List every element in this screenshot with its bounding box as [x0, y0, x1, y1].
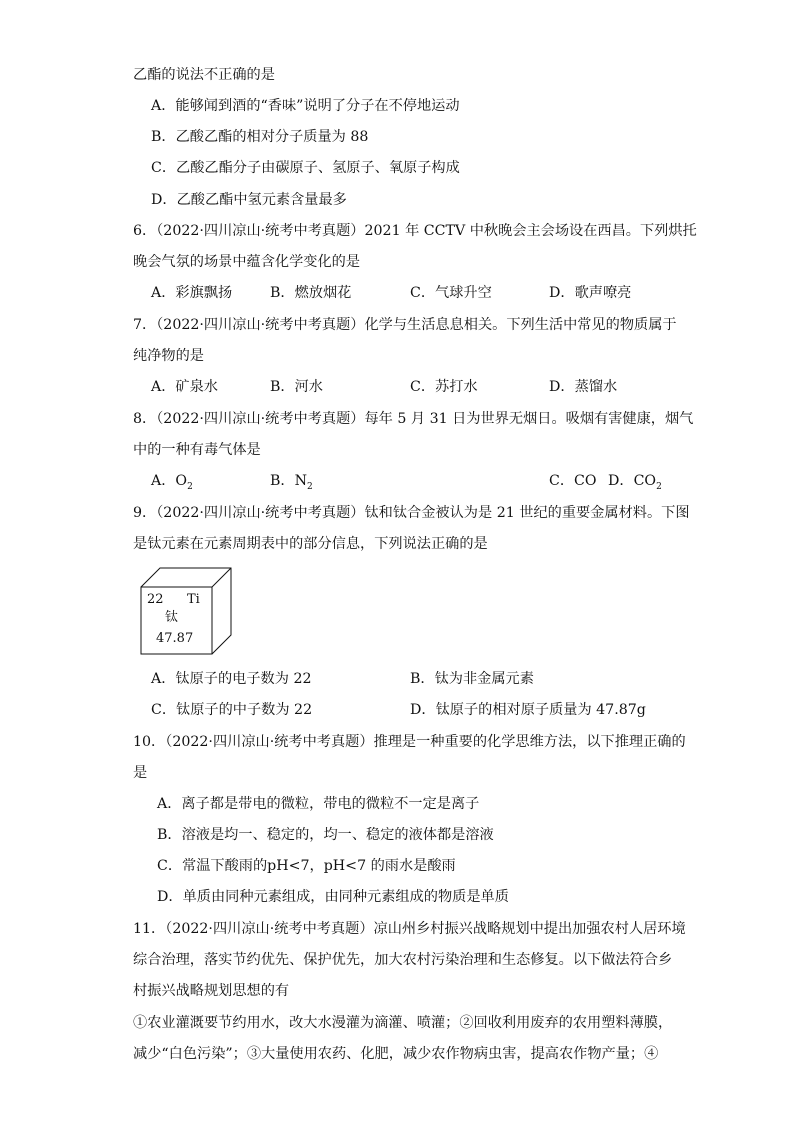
q8-option-b: B．$N_2$ [270, 473, 313, 492]
q11-stem-line1: 11．（2022·四川凉山·统考中考真题）凉山州乡村振兴战略规划中提出加强农村人居环境 [133, 921, 686, 937]
q11-stem-line5: 减少“白色污染”；③大量使用农药、化肥，减少农作物病虫害，提高农作物产量；④ [133, 1046, 659, 1062]
q8-option-c: C．CO [549, 473, 597, 489]
q6-option-d: D．歌声嘹亮 [549, 285, 632, 301]
q7-option-a: A．矿泉水 [151, 379, 218, 395]
q9-option-a: A．钛原子的电子数为 22 [151, 671, 312, 687]
q6-stem-line1: 6．（2022·四川凉山·统考中考真题）2021 年 CCTV 中秋晚会主会场设在西昌。下列烘托 [133, 223, 697, 239]
q7-option-d: D．蒸馏水 [549, 379, 618, 395]
q5-option-b: B．乙酸乙酯的相对分子质量为 88 [151, 129, 369, 145]
q7-stem-line1: 7．（2022·四川凉山·统考中考真题）化学与生活息息相关。下列生活中常见的物质属于 [133, 317, 677, 333]
q5-option-c: C．乙酸乙酯分子由碳原子、氢原子、氧原子构成 [151, 160, 460, 176]
q5-option-a: A．能够闻到酒的“香味”说明了分子在不停地运动 [151, 98, 460, 114]
q5-option-d: D．乙酸乙酯中氢元素含量最多 [151, 192, 347, 208]
q11-stem-line2: 综合治理，落实节约优先、保护优先，加大农村污染治理和生态修复。以下做法符合乡 [133, 952, 673, 968]
q7-option-b: B．河水 [270, 379, 323, 395]
element-name: 钛 [165, 610, 179, 625]
q10-option-c: C．常温下酸雨的pH<7，pH<7 的雨水是酸雨 [157, 858, 456, 874]
q10-option-d: D．单质由同种元素组成，由同种元素组成的物质是单质 [157, 889, 509, 905]
q6-option-c: C．气球升空 [410, 285, 492, 301]
q6-option-a: A．彩旗飘扬 [151, 285, 233, 301]
q8-option-d: D．$CO_2$ [608, 473, 662, 492]
q8-option-a: A．$O_2$ [151, 473, 193, 492]
q8-stem-line2: 中的一种有毒气体是 [133, 442, 261, 458]
q11-stem-line4: ①农业灌溉要节约用水，改大水漫灌为滴灌、喷灌；②回收利用废弃的农用塑料薄膜， [133, 1015, 673, 1031]
q10-stem-line2: 是 [133, 765, 148, 781]
q9-stem-line1: 9．（2022·四川凉山·统考中考真题）钛和钛合金被认为是 21 世纪的重要金属材料。下图 [133, 505, 690, 521]
q10-stem-line1: 10．（2022·四川凉山·统考中考真题）推理是一种重要的化学思维方法，以下推理正确的 [133, 734, 686, 750]
q6-stem-line2: 晚会气氛的场景中蕴含化学变化的是 [133, 254, 361, 270]
q5-stem-tail: 乙酯的说法不正确的是 [133, 67, 275, 83]
q7-option-c: C．苏打水 [410, 379, 478, 395]
element-atomic-mass: 47.87 [156, 631, 194, 646]
q9-stem-line2: 是钛元素在元素周期表中的部分信息，下列说法正确的是 [133, 536, 488, 552]
q10-option-b: B．溶液是均一、稳定的，均一、稳定的液体都是溶液 [157, 827, 494, 843]
q7-stem-line2: 纯净物的是 [133, 348, 204, 364]
q10-option-a: A．离子都是带电的微粒，带电的微粒不一定是离子 [157, 796, 480, 812]
titanium-element-cube [140, 567, 232, 655]
q9-option-d: D．钛原子的相对原子质量为 47.87g [410, 702, 646, 718]
q9-option-b: B．钛为非金属元素 [410, 671, 534, 687]
element-symbol: Ti [187, 592, 200, 607]
q11-stem-line3: 村振兴战略规划思想的有 [133, 983, 290, 999]
element-atomic-number: 22 [147, 592, 164, 607]
q9-option-c: C．钛原子的中子数为 22 [151, 702, 313, 718]
q6-option-b: B．燃放烟花 [270, 285, 352, 301]
q8-stem-line1: 8．（2022·四川凉山·统考中考真题）每年 5 月 31 日为世界无烟日。吸烟有害健康，烟气 [133, 411, 694, 427]
